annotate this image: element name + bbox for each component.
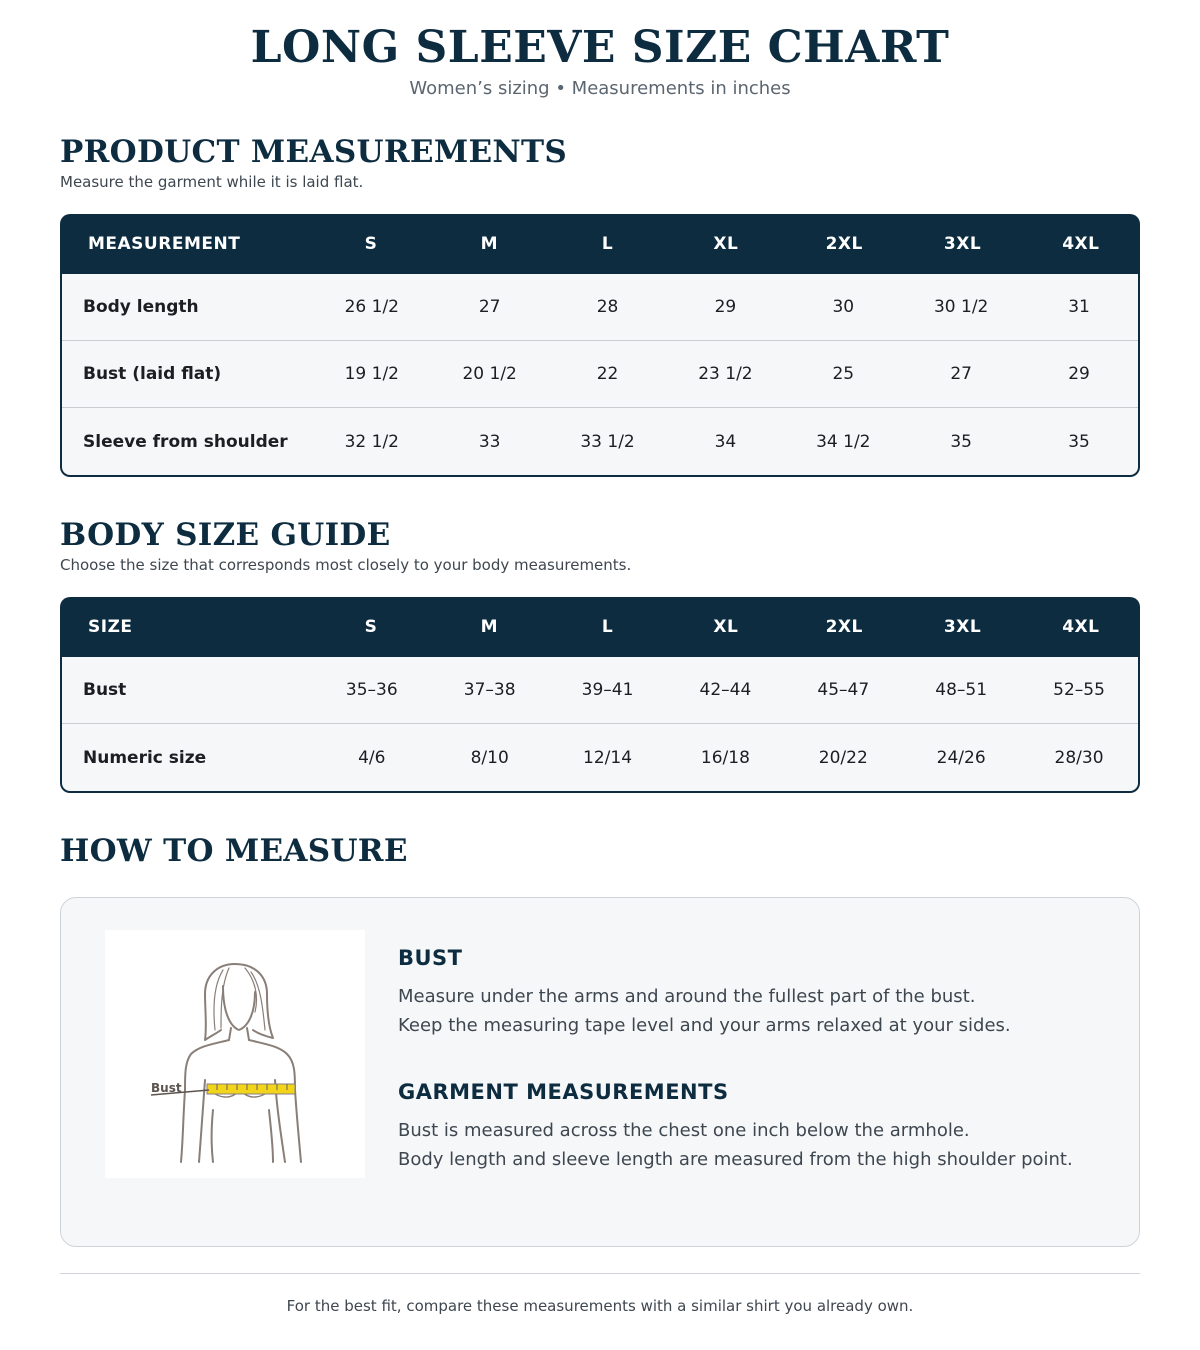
size-chart-page [60,0,1140,1317]
column-header: XL [713,617,739,637]
row-label: Bust [83,680,127,700]
row-label: Numeric size [83,747,207,768]
product-section-title: PRODUCT MEASUREMENTS [60,134,568,170]
page-title: LONG SLEEVE SIZE CHART [250,22,950,73]
product-section [60,134,1140,192]
table-cell: 35 [950,431,972,452]
column-header: S [364,234,378,254]
table-cell: 34 [714,431,737,452]
column-header: 2XL [825,234,863,254]
table-body [60,657,1140,793]
table-cell: 34 1/2 [816,431,871,452]
table-cell: 20/22 [818,747,868,768]
woman-silhouette-icon [105,930,365,1178]
table-row [62,657,1138,724]
table-cell: 23 1/2 [698,364,753,384]
table-cell: 45–47 [817,680,870,700]
measure-instructions [398,944,1118,1174]
body-section-description: Choose the size that corresponds most closely to your body measurements. [60,556,632,574]
table-cell: 26 1/2 [344,297,399,317]
table-cell: 27 [478,297,501,317]
table-cell: 8/10 [470,747,509,768]
column-header: 3XL [943,617,982,637]
table-cell: 16/18 [700,747,750,768]
table-cell: 19 1/2 [344,364,399,384]
column-header: L [601,234,614,254]
table-cell: 12/14 [583,747,633,768]
page-subtitle: Women’s sizing • Measurements in inches [409,78,791,99]
table-row [62,341,1138,408]
table-cell: 22 [596,364,619,384]
table-cell: 35 [1068,431,1090,452]
table-cell: 28 [596,297,619,317]
garment-heading: GARMENT MEASUREMENTS [398,1080,729,1104]
table-cell: 39–41 [581,680,634,700]
row-label: Bust (laid flat) [83,364,222,384]
table-cell: 30 1/2 [933,297,989,317]
column-header: M [480,234,498,254]
table-cell: 4/6 [358,747,386,768]
row-label: Body length [83,297,199,317]
table-row [62,274,1138,341]
product-section-description: Measure the garment while it is laid flat. [60,173,364,191]
how-to-measure-card [60,897,1140,1247]
column-header: M [480,617,498,637]
table-cell: 35–36 [345,680,398,700]
table-cell: 29 [714,297,737,317]
footer-note: For the best fit, compare these measurements with a similar shirt you already own. [286,1297,914,1315]
table-row [62,408,1138,475]
column-header: SIZE [88,617,133,637]
bust-heading: BUST [398,946,463,970]
table-header-row [60,214,1140,274]
table-row [62,724,1138,791]
body-section-title: BODY SIZE GUIDE [60,517,391,553]
bust-measurement-illustration [105,930,365,1178]
column-header: 4XL [1062,617,1100,637]
table-cell: 42–44 [699,680,752,700]
garment-instruction-line: Body length and sleeve length are measured from the high shoulder point. [398,1149,1073,1170]
row-label: Sleeve from shoulder [83,431,288,452]
table-body [60,274,1140,477]
body-size-table [60,597,1140,793]
column-header: L [601,617,614,637]
table-cell: 33 1/2 [580,431,635,452]
table-cell: 48–51 [935,680,988,700]
column-header: 3XL [943,234,982,254]
table-cell: 29 [1068,364,1090,384]
bust-instruction-line: Measure under the arms and around the fullest part of the bust. [398,986,976,1007]
garment-instruction-line: Bust is measured across the chest one inch below the armhole. [398,1120,970,1141]
table-header-row [60,597,1140,657]
table-cell: 28/30 [1054,747,1104,768]
column-header: S [364,617,378,637]
table-cell: 32 1/2 [344,431,399,452]
body-section [60,517,1140,575]
bust-figure-label: Bust [151,1081,182,1095]
table-cell: 30 [832,297,855,317]
footer-divider [60,1273,1140,1274]
table-cell: 25 [832,364,855,384]
column-header: XL [713,234,739,254]
table-cell: 24/26 [936,747,986,768]
bust-instruction-line: Keep the measuring tape level and your arms relaxed at your sides. [398,1015,1011,1036]
table-cell: 33 [478,431,501,452]
column-header: 2XL [825,617,863,637]
column-header: MEASUREMENT [88,234,241,254]
table-cell: 52–55 [1053,680,1105,700]
how-to-section-title: HOW TO MEASURE [60,833,408,869]
product-measurements-table [60,214,1140,477]
table-cell: 27 [950,364,972,384]
column-header: 4XL [1062,234,1100,254]
table-cell: 31 [1068,297,1090,317]
table-cell: 37–38 [463,680,516,700]
table-cell: 20 1/2 [462,364,517,384]
